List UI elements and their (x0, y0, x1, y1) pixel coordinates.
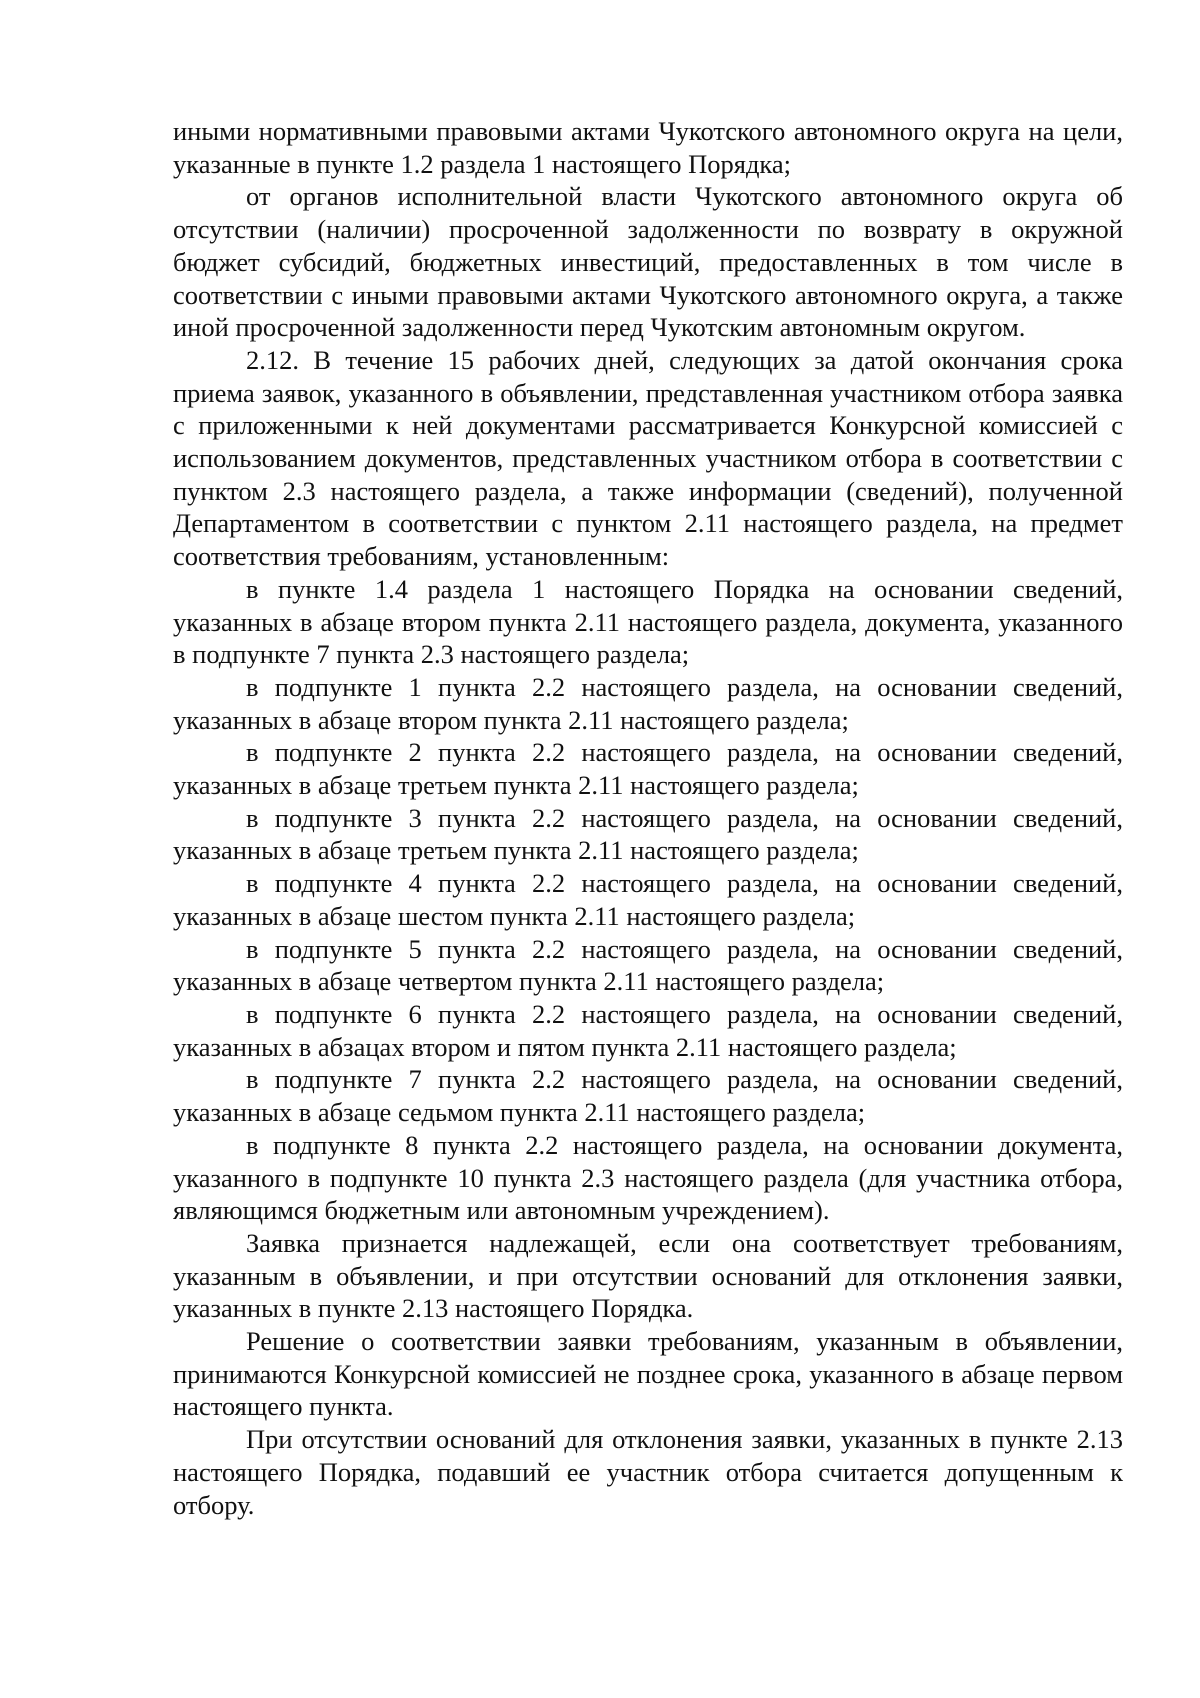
paragraph-item-1-4: в пункте 1.4 раздела 1 настоящего Порядка на основании сведений, указанных в абзаце втором пункта 2.11 настоящего раздела, документа, указанного в подпункте 7 пункта 2.3 настоящего раздела; (173, 573, 1123, 670)
paragraph-subitem-6: в подпункте 6 пункта 2.2 настоящего раздела, на основании сведений, указанных в абзацах втором и пятом пункта 2.11 настоящего раздела; (173, 998, 1123, 1062)
paragraph-subitem-1: в подпункте 1 пункта 2.2 настоящего раздела, на основании сведений, указанных в абзаце втором пункта 2.11 настоящего раздела; (173, 671, 1123, 735)
paragraph-subitem-8: в подпункте 8 пункта 2.2 настоящего раздела, на основании документа, указанного в подпункте 10 пункта 2.3 настоящего раздела (для участника отбора, являющимся бюджетным или автономным учреждением). (173, 1129, 1123, 1226)
paragraph-executive-authorities: от органов исполнительной власти Чукотского автономного округа об отсутствии (наличии) просроченной задолженности по возврату в окружной бюджет субсидий, бюджетных инвестиций, предоставленных в том числе в соответствии с иными правовыми актами Чукотского автономного округа, а также иной просроченной задолженности перед Чукотским автономным округом. (173, 181, 1123, 343)
paragraph-continuation: иными нормативными правовыми актами Чукотского автономного округа на цели, указанные в пункте 1.2 раздела 1 настоящего Порядка; (173, 116, 1123, 179)
paragraph-admission: При отсутствии оснований для отклонения заявки, указанных в пункте 2.13 настоящего Порядка, подавший ее участник отбора считается допущенным к отбору. (173, 1424, 1123, 1520)
paragraph-application-proper: Заявка признается надлежащей, если она соответствует требованиям, указанным в объявлении, и при отсутствии оснований для отклонения заявки, указанных в пункте 2.13 настоящего Порядка. (173, 1227, 1123, 1324)
paragraph-subitem-4: в подпункте 4 пункта 2.2 настоящего раздела, на основании сведений, указанных в абзаце шестом пункта 2.11 настоящего раздела; (173, 868, 1123, 931)
paragraph-subitem-7: в подпункте 7 пункта 2.2 настоящего раздела, на основании сведений, указанных в абзаце седьмом пункта 2.11 настоящего раздела; (173, 1064, 1123, 1128)
document-page (173, 115, 1123, 1521)
paragraph-subitem-3: в подпункте 3 пункта 2.2 настоящего раздела, на основании сведений, указанных в абзаце третьем пункта 2.11 настоящего раздела; (173, 802, 1123, 866)
paragraph-2-12: 2.12. В течение 15 рабочих дней, следующих за датой окончания срока приема заявок, указанного в объявлении, представленная участником отбора заявка с приложенными к ней документами рассматривается Конкурсной комиссией с использованием документов, представленных участником отбора в соответствии с пунктом 2.3 настоящего раздела, а также информации (сведений), полученной Департаментом в соответствии с пунктом 2.11 настоящего раздела, на предмет соответствия требованиям, установленным: (173, 344, 1123, 572)
paragraph-decision: Решение о соответствии заявки требованиям, указанным в объявлении, принимаются Конкурсной комиссией не позднее срока, указанного в абзаце первом настоящего пункта. (173, 1326, 1123, 1422)
paragraph-subitem-2: в подпункте 2 пункта 2.2 настоящего раздела, на основании сведений, указанных в абзаце третьем пункта 2.11 настоящего раздела; (173, 737, 1123, 801)
paragraph-subitem-5: в подпункте 5 пункта 2.2 настоящего раздела, на основании сведений, указанных в абзаце четвертом пункта 2.11 настоящего раздела; (173, 933, 1123, 997)
